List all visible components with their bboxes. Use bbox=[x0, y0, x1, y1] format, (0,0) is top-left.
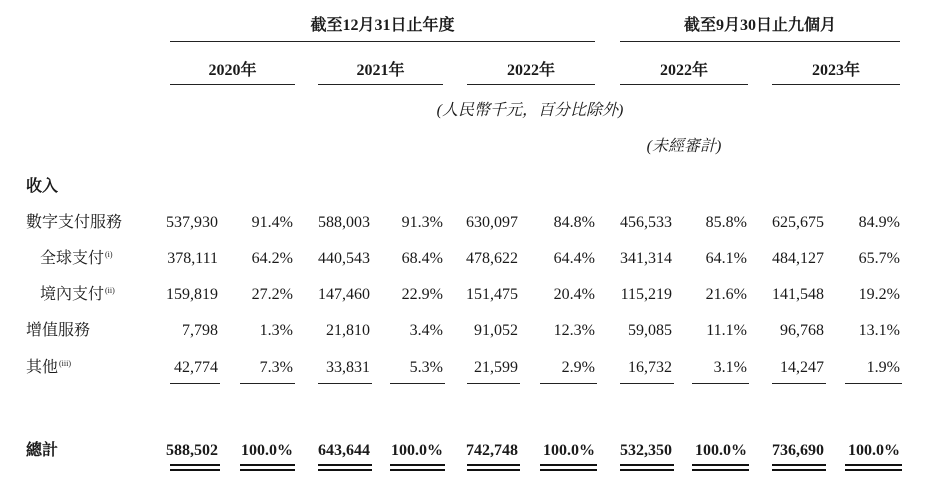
total-amount-cell: 532,350 bbox=[620, 442, 672, 459]
amount-cell: 33,831 bbox=[326, 359, 370, 376]
amount-cell: 159,819 bbox=[166, 286, 218, 303]
subtotal-rule bbox=[240, 383, 295, 384]
amount-cell: 14,247 bbox=[780, 359, 824, 376]
total-percent-cell: 100.0% bbox=[848, 442, 900, 459]
unit-note: (人民幣千元，百分比除外) bbox=[436, 102, 624, 119]
year-rule bbox=[467, 84, 595, 85]
amount-cell: 588,003 bbox=[318, 214, 370, 231]
amount-cell: 42,774 bbox=[174, 359, 218, 376]
row-label bbox=[40, 249, 113, 269]
total-double-rule bbox=[240, 464, 295, 471]
subtotal-rule bbox=[620, 383, 674, 384]
amount-cell: 440,543 bbox=[318, 250, 370, 267]
amount-cell: 484,127 bbox=[772, 250, 824, 267]
year-rule bbox=[772, 84, 900, 85]
group-rule-fiscal-year bbox=[170, 41, 595, 42]
subtotal-rule bbox=[170, 383, 220, 384]
footnote-marker: (i) bbox=[105, 250, 113, 259]
subtotal-rule bbox=[772, 383, 826, 384]
percent-cell: 5.3% bbox=[409, 359, 443, 376]
percent-cell: 22.9% bbox=[401, 286, 443, 303]
percent-cell: 1.9% bbox=[866, 359, 900, 376]
total-double-rule bbox=[772, 464, 826, 471]
total-double-rule bbox=[540, 464, 597, 471]
total-double-rule bbox=[620, 464, 674, 471]
row-label bbox=[26, 358, 71, 378]
group-header-nine-months: 截至9月30日止九個月 bbox=[683, 17, 836, 34]
total-amount-cell: 588,502 bbox=[166, 442, 218, 459]
row-label-text: 全球支付 bbox=[40, 250, 105, 267]
total-percent-cell: 100.0% bbox=[391, 442, 443, 459]
year-rule bbox=[170, 84, 295, 85]
subtotal-rule bbox=[390, 383, 445, 384]
percent-cell: 64.1% bbox=[705, 250, 747, 267]
percent-cell: 7.3% bbox=[259, 359, 293, 376]
total-double-rule bbox=[467, 464, 520, 471]
percent-cell: 68.4% bbox=[401, 250, 443, 267]
group-rule-nine-months bbox=[620, 41, 900, 42]
row-label bbox=[40, 285, 115, 305]
row-label-text: 增值服務 bbox=[26, 322, 91, 339]
subtotal-rule bbox=[540, 383, 597, 384]
percent-cell: 27.2% bbox=[251, 286, 293, 303]
year-rule bbox=[620, 84, 748, 85]
total-double-rule bbox=[318, 464, 372, 471]
percent-cell: 91.4% bbox=[251, 214, 293, 231]
footnote-marker: (iii) bbox=[59, 359, 72, 368]
amount-cell: 478,622 bbox=[466, 250, 518, 267]
total-double-rule bbox=[390, 464, 445, 471]
year-header-2020: 2020年 bbox=[208, 62, 257, 79]
amount-cell: 59,085 bbox=[628, 322, 672, 339]
percent-cell: 20.4% bbox=[553, 286, 595, 303]
amount-cell: 115,219 bbox=[620, 286, 672, 303]
amount-cell: 7,798 bbox=[182, 322, 218, 339]
total-double-rule bbox=[170, 464, 220, 471]
amount-cell: 625,675 bbox=[772, 214, 824, 231]
percent-cell: 64.4% bbox=[553, 250, 595, 267]
percent-cell: 85.8% bbox=[705, 214, 747, 231]
percent-cell: 2.9% bbox=[561, 359, 595, 376]
amount-cell: 378,111 bbox=[167, 250, 218, 267]
subtotal-rule bbox=[467, 383, 520, 384]
year-rule bbox=[318, 84, 443, 85]
amount-cell: 147,460 bbox=[318, 286, 370, 303]
percent-cell: 3.1% bbox=[713, 359, 747, 376]
percent-cell: 91.3% bbox=[401, 214, 443, 231]
section-label-revenue: 收入 bbox=[26, 178, 59, 195]
row-label-text: 其他 bbox=[26, 359, 59, 376]
percent-cell: 21.6% bbox=[705, 286, 747, 303]
subtotal-rule bbox=[692, 383, 749, 384]
total-amount-cell: 643,644 bbox=[318, 442, 370, 459]
footnote-marker: (ii) bbox=[105, 286, 115, 295]
percent-cell: 12.3% bbox=[553, 322, 595, 339]
amount-cell: 21,599 bbox=[474, 359, 518, 376]
unaudited-note: (未經審計) bbox=[646, 138, 722, 155]
amount-cell: 151,475 bbox=[466, 286, 518, 303]
amount-cell: 630,097 bbox=[466, 214, 518, 231]
percent-cell: 11.1% bbox=[706, 322, 747, 339]
total-percent-cell: 100.0% bbox=[543, 442, 595, 459]
subtotal-rule bbox=[845, 383, 902, 384]
year-header-2022-fy: 2022年 bbox=[506, 62, 555, 79]
amount-cell: 91,052 bbox=[474, 322, 518, 339]
year-header-2022-9m: 2022年 bbox=[659, 62, 708, 79]
amount-cell: 21,810 bbox=[326, 322, 370, 339]
row-label bbox=[26, 321, 90, 341]
percent-cell: 3.4% bbox=[409, 322, 443, 339]
percent-cell: 1.3% bbox=[259, 322, 293, 339]
row-label-text: 境內支付 bbox=[40, 286, 105, 303]
group-header-fiscal-year: 截至12月31日止年度 bbox=[310, 17, 455, 34]
total-percent-cell: 100.0% bbox=[695, 442, 747, 459]
total-double-rule bbox=[845, 464, 902, 471]
amount-cell: 96,768 bbox=[780, 322, 824, 339]
percent-cell: 65.7% bbox=[858, 250, 900, 267]
percent-cell: 19.2% bbox=[858, 286, 900, 303]
total-amount-cell: 736,690 bbox=[772, 442, 824, 459]
amount-cell: 16,732 bbox=[628, 359, 672, 376]
total-label: 總計 bbox=[26, 442, 59, 459]
year-header-2023-9m: 2023年 bbox=[811, 62, 860, 79]
total-percent-cell: 100.0% bbox=[241, 442, 293, 459]
amount-cell: 141,548 bbox=[772, 286, 824, 303]
percent-cell: 64.2% bbox=[251, 250, 293, 267]
year-header-2021: 2021年 bbox=[356, 62, 405, 79]
percent-cell: 13.1% bbox=[858, 322, 900, 339]
percent-cell: 84.8% bbox=[553, 214, 595, 231]
amount-cell: 341,314 bbox=[620, 250, 672, 267]
amount-cell: 537,930 bbox=[166, 214, 218, 231]
row-label bbox=[26, 213, 122, 233]
subtotal-rule bbox=[318, 383, 372, 384]
total-double-rule bbox=[692, 464, 749, 471]
percent-cell: 84.9% bbox=[858, 214, 900, 231]
total-amount-cell: 742,748 bbox=[466, 442, 518, 459]
amount-cell: 456,533 bbox=[620, 214, 672, 231]
row-label-text: 數字支付服務 bbox=[26, 214, 123, 231]
